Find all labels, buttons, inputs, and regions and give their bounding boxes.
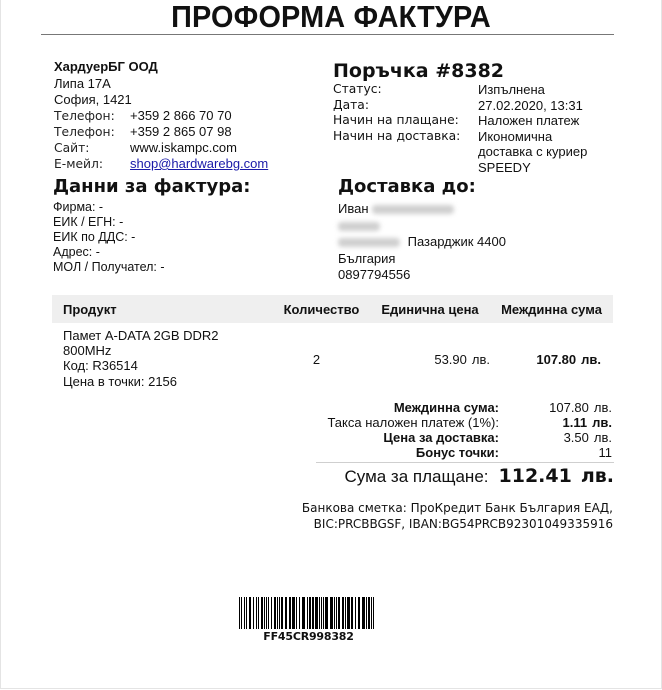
order-field-label: Дата: xyxy=(333,97,369,112)
totals-bonus-row xyxy=(316,445,614,460)
phone2-value: +359 2 865 07 98 xyxy=(130,124,232,139)
email-link[interactable]: shop@hardwarebg.com xyxy=(130,156,269,171)
totals-bonus-label: Бонус точки: xyxy=(415,445,499,460)
product-points-price: Цена в точки: 2156 xyxy=(63,374,178,389)
shipping-phone: 0897794556 xyxy=(338,267,411,282)
subtotal-value: 107.80 xyxy=(536,351,577,367)
table-header xyxy=(52,295,613,323)
header-quantity: Количество xyxy=(283,301,360,317)
barcode-icon xyxy=(239,597,377,629)
seller-info xyxy=(54,59,268,172)
totals-cod-fee-row xyxy=(316,415,614,430)
document-title: ПРОФОРМА ФАКТУРА xyxy=(171,0,491,34)
table-row xyxy=(52,323,613,390)
shipping-info xyxy=(338,176,506,284)
totals-cod-fee-label: Такса наложен платеж (1%): xyxy=(327,415,499,430)
totals-shipping-label: Цена за доставка: xyxy=(383,430,499,445)
barcode-text: FF45CR998382 xyxy=(263,630,354,643)
title-divider xyxy=(41,34,614,35)
unit-price-currency: лв. xyxy=(471,351,490,367)
unit-price-value: 53.90 xyxy=(434,351,467,367)
site-value: www.iskampc.com xyxy=(130,140,237,155)
bank-line2: BIC:PRCBBGSF, IBAN:BG54PRCB92301049335916 xyxy=(313,517,613,531)
seller-address-line1: Липа 17А xyxy=(54,76,111,91)
order-field-label: Статус: xyxy=(333,82,382,96)
billing-heading: Данни за фактура: xyxy=(53,176,251,197)
order-field-label: Начин на плащане: xyxy=(333,113,459,127)
shipping-name xyxy=(338,201,506,218)
totals-subtotal-value: 107.80 лв. xyxy=(549,400,612,415)
totals-block xyxy=(316,400,614,487)
billing-vat: ЕИК по ДДС: - xyxy=(53,230,136,244)
totals-cod-fee-value: 1.11 лв. xyxy=(562,415,612,430)
product-cell xyxy=(52,328,263,390)
phone2-label: Телефон: xyxy=(54,125,115,139)
billing-mol: МОЛ / Получател: - xyxy=(53,260,165,274)
header-subtotal: Междинна сума xyxy=(501,301,602,317)
unit-price-cell xyxy=(370,352,490,367)
totals-shipping-row xyxy=(316,430,614,445)
phone1-value: +359 2 866 70 70 xyxy=(130,108,232,123)
order-field-value: Наложен платеж xyxy=(478,113,580,128)
header-unit-price: Единична цена xyxy=(381,301,479,317)
order-heading: Поръчка #8382 xyxy=(333,60,505,82)
shipping-city xyxy=(338,234,506,251)
product-name: Памет A-DATA 2GB DDR2 800MHz xyxy=(63,328,219,358)
shipping-country: България xyxy=(338,250,396,266)
totals-subtotal-row xyxy=(316,400,614,415)
order-field-value: Изпълнена xyxy=(478,82,545,97)
grand-total-row xyxy=(316,465,614,487)
seller-email xyxy=(54,156,268,172)
product-code: Код: R36514 xyxy=(63,358,138,373)
totals-shipping-value: 3.50 лв. xyxy=(563,430,612,445)
seller-address-line2: София, 1421 xyxy=(54,92,132,107)
billing-company: Фирма: - xyxy=(53,200,104,214)
billing-info xyxy=(53,176,250,275)
order-field-value: 27.02.2020, 13:31 xyxy=(478,97,583,113)
subtotal-currency: лв. xyxy=(581,351,601,367)
redacted-street xyxy=(338,222,380,231)
shipping-heading: Доставка до: xyxy=(338,176,476,197)
subtotal-cell xyxy=(490,352,613,367)
seller-site xyxy=(54,140,268,156)
totals-bonus-value: 11 xyxy=(598,445,612,460)
products-table xyxy=(52,295,613,390)
quantity-cell: 2 xyxy=(312,351,321,367)
totals-divider xyxy=(316,462,614,463)
header-product: Продукт xyxy=(63,301,117,317)
seller-name: ХардуерБГ ООД xyxy=(54,59,158,74)
order-delivery-row xyxy=(333,129,618,176)
shipping-city-postcode: Пазарджик 4400 xyxy=(407,234,506,249)
bank-details xyxy=(300,500,613,532)
shipping-street xyxy=(338,218,506,235)
seller-phone1 xyxy=(54,108,268,124)
bank-line1: Банкова сметка: ПроКредит Банк България ЕАД, xyxy=(301,501,613,515)
order-date-row xyxy=(333,98,618,114)
billing-eik-egn: ЕИК / ЕГН: - xyxy=(53,215,124,229)
order-status-row xyxy=(333,82,618,98)
grand-total-label: Сума за плащане: xyxy=(344,467,489,486)
billing-address: Адрес: - xyxy=(53,245,100,259)
order-payment-row xyxy=(333,113,618,129)
order-field-label: Начин на доставка: xyxy=(333,128,461,143)
site-label: Сайт: xyxy=(54,141,90,155)
shipping-first-name: Иван xyxy=(338,201,369,216)
order-info xyxy=(333,60,618,175)
email-label: Е-мейл: xyxy=(54,157,104,171)
totals-subtotal-label: Междинна сума: xyxy=(393,400,499,415)
redacted-district xyxy=(338,238,400,247)
grand-total-value: 112.41 лв. xyxy=(498,465,614,487)
seller-phone2 xyxy=(54,124,268,140)
order-field-value: Икономична доставка с куриер SPEEDY xyxy=(478,128,588,175)
redacted-last-name xyxy=(372,205,454,214)
phone1-label: Телефон: xyxy=(54,109,115,123)
